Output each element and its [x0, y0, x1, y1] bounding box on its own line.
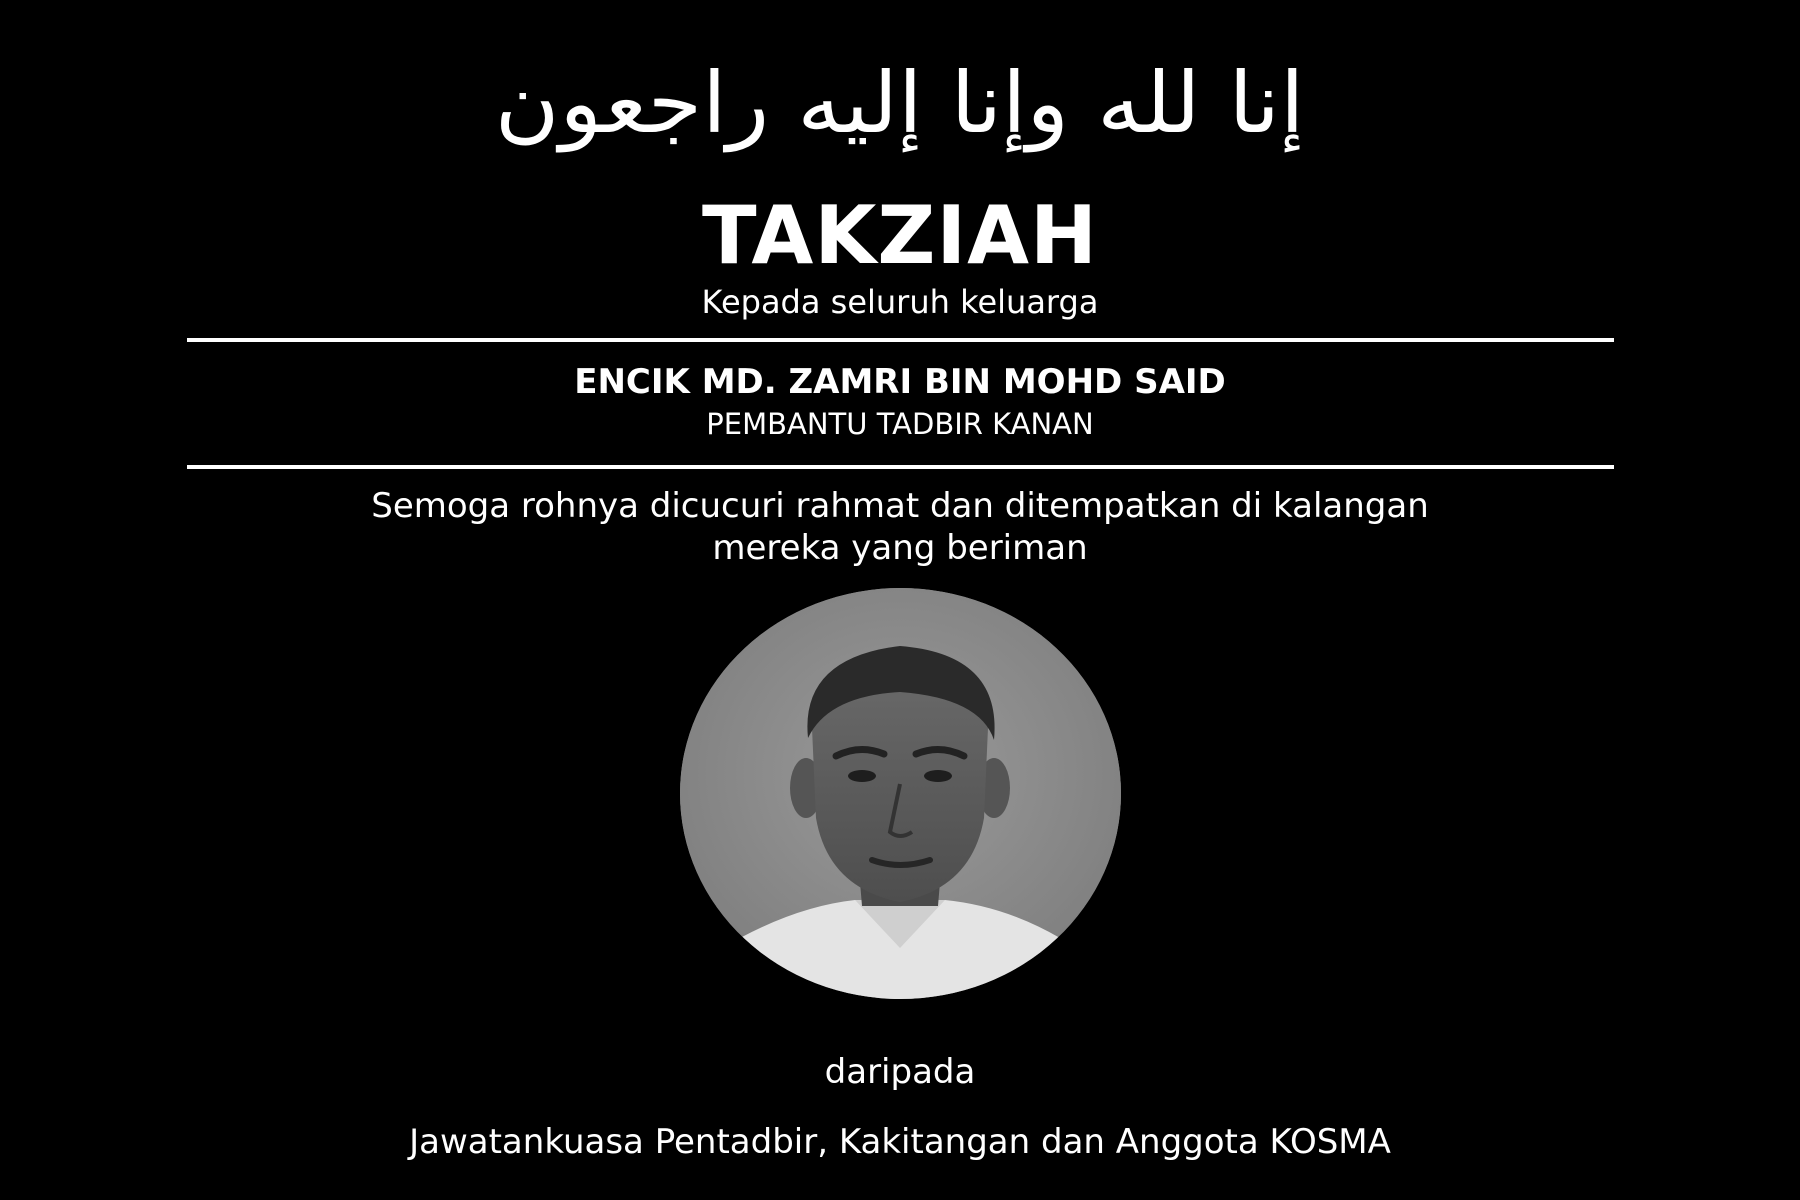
signature-organization: Jawatankuasa Pentadbir, Kakitangan dan Anggota KOSMA: [409, 1122, 1391, 1162]
prayer-line-2: mereka yang beriman: [712, 528, 1088, 568]
deceased-position: PEMBANTU TADBIR KANAN: [706, 407, 1094, 441]
deceased-name: ENCIK MD. ZAMRI BIN MOHD SAID: [574, 362, 1226, 402]
prayer-line-1: Semoga rohnya dicucuri rahmat dan ditempatkan di kalangan: [371, 486, 1429, 526]
page-title: TAKZIAH: [702, 189, 1098, 282]
prayer-text: [250, 485, 1550, 569]
subtitle: Kepada seluruh keluarga: [701, 283, 1099, 321]
arabic-calligraphy-verse: [495, 20, 1305, 185]
from-label: daripada: [824, 1052, 976, 1092]
arabic-verse-text: إنا لله وإنا إليه راجعون: [495, 53, 1305, 152]
bottom-divider: [187, 465, 1614, 469]
portrait-photo-icon: [680, 588, 1121, 999]
portrait-illustration: [680, 588, 1121, 999]
top-divider: [187, 338, 1614, 342]
